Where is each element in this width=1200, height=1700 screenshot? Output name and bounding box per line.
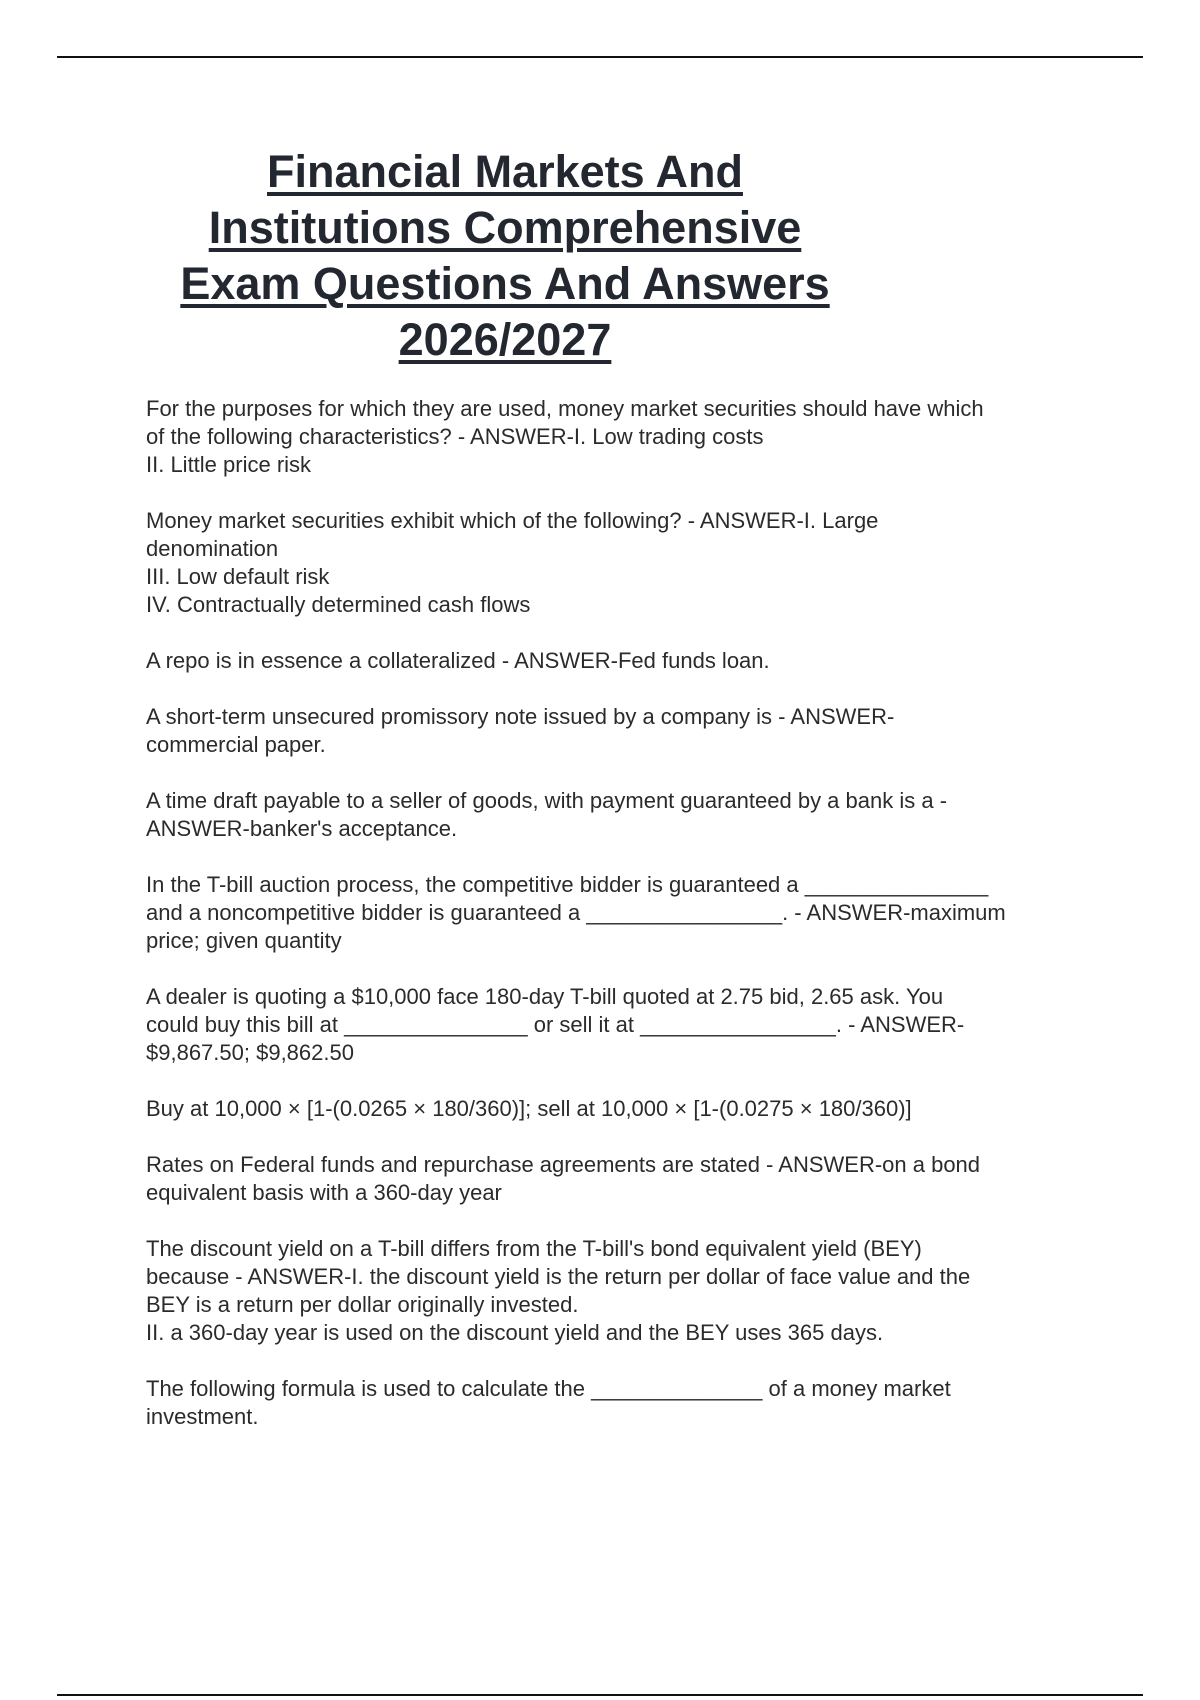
qa-text-line: because - ANSWER-I. the discount yield is the return per dollar of face value and the	[146, 1264, 971, 1289]
qa-text-line: For the purposes for which they are used, money market securities should have which	[146, 396, 984, 421]
qa-text-line: denomination	[146, 536, 279, 561]
document-title	[120, 144, 890, 368]
qa-item	[146, 1095, 1096, 1123]
qa-text-line: A dealer is quoting a $10,000 face 180-day T-bill quoted at 2.75 bid, 2.65 ask. You	[146, 984, 944, 1009]
qa-text-line: IV. Contractually determined cash flows	[146, 592, 531, 617]
qa-text-line: Money market securities exhibit which of the following? - ANSWER-I. Large	[146, 508, 879, 533]
qa-item	[146, 507, 1096, 619]
qa-text-line: Rates on Federal funds and repurchase agreements are stated - ANSWER-on a bond	[146, 1152, 981, 1177]
title-line: Financial Markets And	[267, 146, 743, 197]
title-line: 2026/2027	[398, 314, 612, 365]
qa-text-line: $9,867.50; $9,862.50	[146, 1040, 354, 1065]
qa-item	[146, 1235, 1096, 1347]
qa-item	[146, 871, 1096, 955]
qa-text-line: A time draft payable to a seller of goods, with payment guaranteed by a bank is a -	[146, 788, 948, 813]
qa-text-line: of the following characteristics? - ANSWER-I. Low trading costs	[146, 424, 764, 449]
qa-text-line: III. Low default risk	[146, 564, 330, 589]
qa-item	[146, 983, 1096, 1067]
qa-text-line: The following formula is used to calculate the ______________ of a money market	[146, 1376, 951, 1401]
qa-text-line: The discount yield on a T-bill differs from the T-bill's bond equivalent yield (BEY)	[146, 1236, 922, 1261]
qa-item	[146, 1375, 1096, 1431]
qa-item	[146, 1151, 1096, 1207]
qa-text-line: In the T-bill auction process, the competitive bidder is guaranteed a _______________	[146, 872, 989, 897]
qa-text-line: II. a 360-day year is used on the discount yield and the BEY uses 365 days.	[146, 1320, 884, 1345]
qa-text-line: II. Little price risk	[146, 452, 312, 477]
qa-item	[146, 395, 1096, 479]
qa-item	[146, 703, 1096, 759]
qa-text-line: equivalent basis with a 360-day year	[146, 1180, 502, 1205]
formula-line: Buy at 10,000 × [1-(0.0265 × 180/360)]; sell at 10,000 × [1-(0.0275 × 180/360)]	[146, 1096, 912, 1121]
title-line: Institutions Comprehensive	[208, 202, 802, 253]
qa-text-line: price; given quantity	[146, 928, 342, 953]
qa-text-line: and a noncompetitive bidder is guaranteed a ________________. - ANSWER-maximum	[146, 900, 1006, 925]
qa-item	[146, 787, 1096, 843]
bottom-divider	[57, 1694, 1143, 1696]
title-line: Exam Questions And Answers	[180, 258, 830, 309]
qa-text-line: A repo is in essence a collateralized - ANSWER-Fed funds loan.	[146, 648, 770, 673]
qa-text-line: BEY is a return per dollar originally invested.	[146, 1292, 579, 1317]
top-divider	[57, 56, 1143, 58]
qa-list	[146, 395, 1096, 1459]
qa-text-line: investment.	[146, 1404, 259, 1429]
qa-text-line: ANSWER-banker's acceptance.	[146, 816, 458, 841]
qa-text-line: could buy this bill at _______________ or sell it at ________________. - ANSWER-	[146, 1012, 965, 1037]
qa-item	[146, 647, 1096, 675]
qa-text-line: A short-term unsecured promissory note issued by a company is - ANSWER-	[146, 704, 895, 729]
qa-text-line: commercial paper.	[146, 732, 326, 757]
